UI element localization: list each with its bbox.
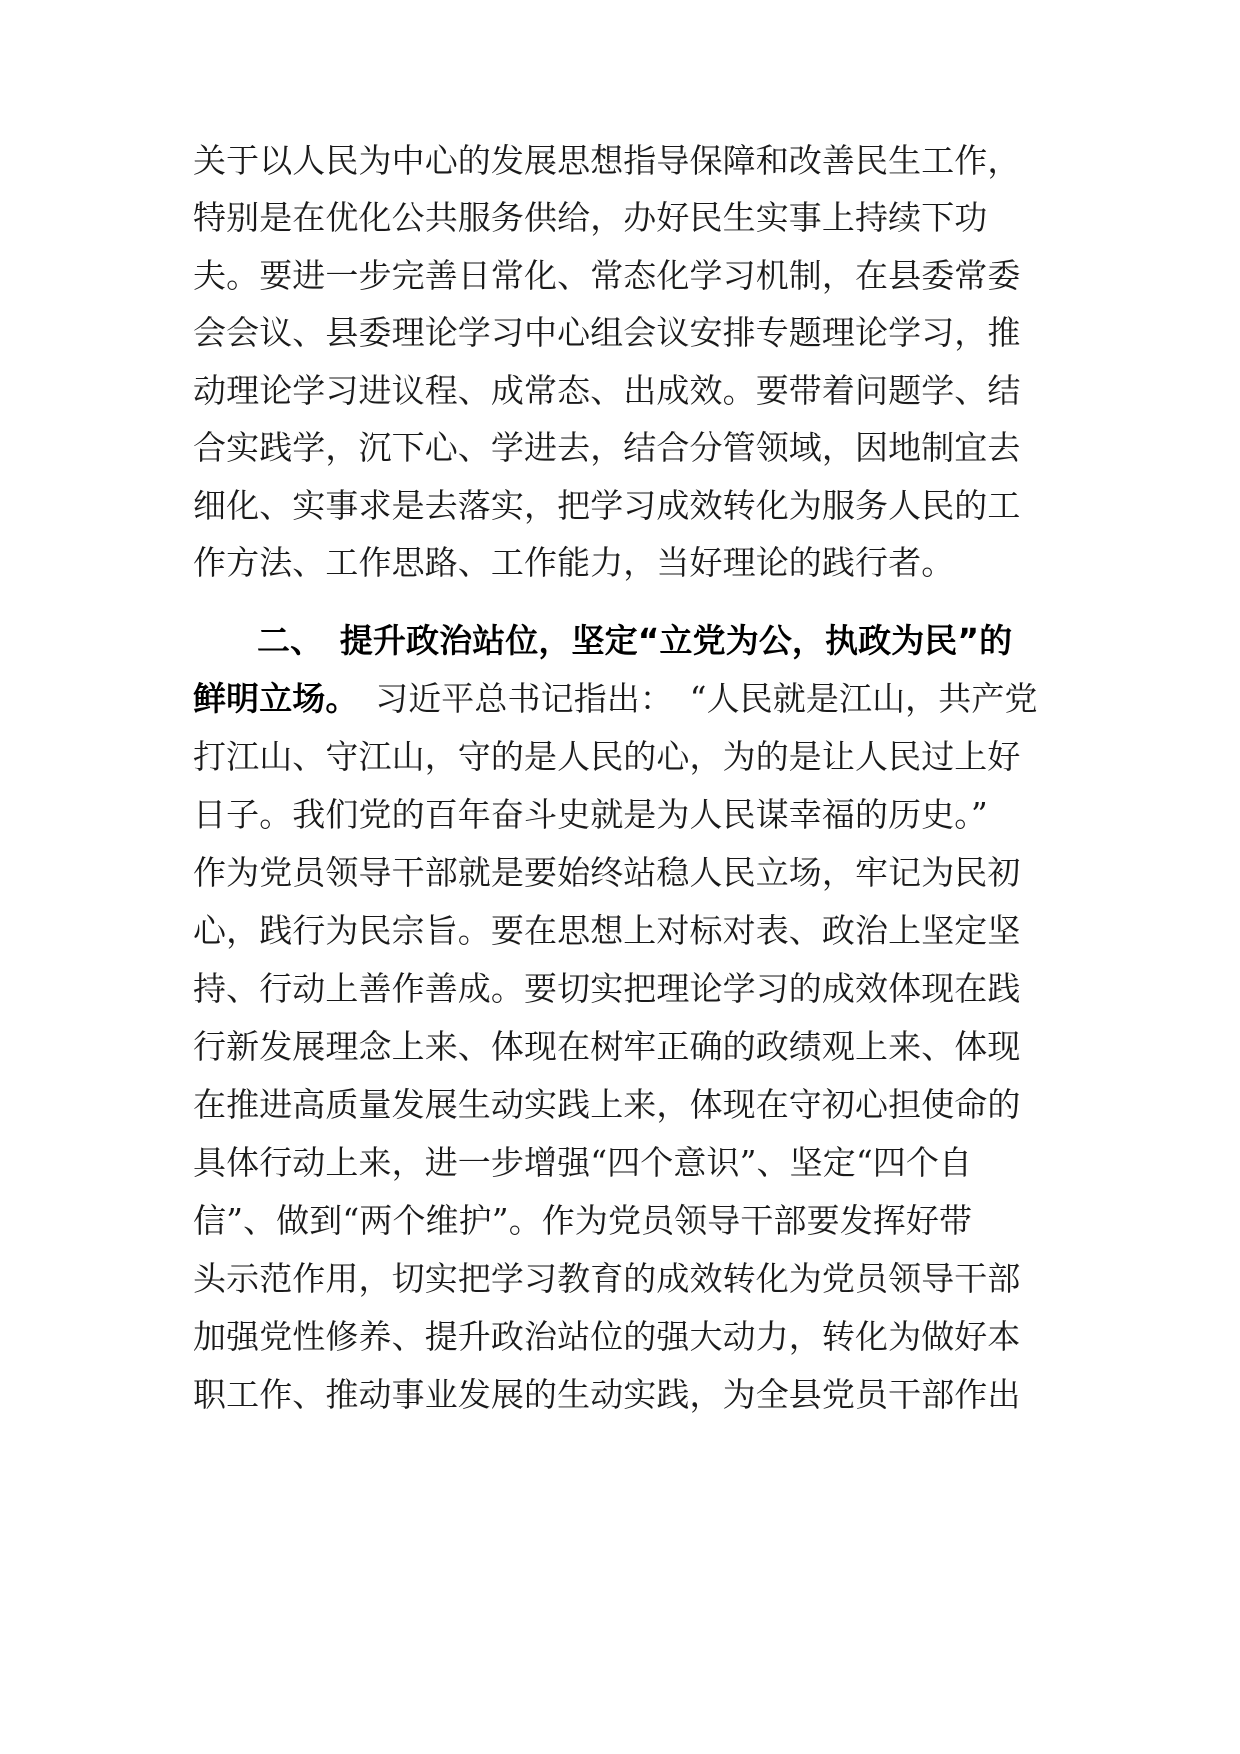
- paragraph-line: 信”、做到“两个维护”。作为党员领导干部要发挥好带: [193, 1201, 973, 1240]
- paragraph-line: 动理论学习进议程、成常态、出成效。要带着问题学、结: [193, 371, 1021, 410]
- section-heading-end: 鲜明立场。: [193, 679, 342, 718]
- paragraph-line: 日子。我们党的百年奋斗史就是为人民谋幸福的历史。”: [193, 795, 988, 834]
- paragraph-line: 在推进高质量发展生动实践上来，体现在守初心担使命的: [193, 1085, 1021, 1124]
- quote-intro: 习近平总书记指出： “人民就是江山，共产党: [342, 679, 1038, 718]
- paragraph-line: 打江山、守江山，守的是人民的心，为的是让人民过上好: [193, 737, 1021, 776]
- paragraph-line: 加强党性修养、提升政治站位的强大动力，转化为做好本: [193, 1317, 1021, 1356]
- paragraph-line: 关于以人民为中心的发展思想指导保障和改善民生工作，: [193, 141, 1021, 180]
- heading-continuation-line: [193, 679, 1038, 719]
- paragraph-line: 行新发展理念上来、体现在树牢正确的政绩观上来、体现: [193, 1027, 1021, 1066]
- paragraph-line: 持、行动上善作善成。要切实把理论学习的成效体现在践: [193, 969, 1021, 1008]
- paragraph-line: 会会议、县委理论学习中心组会议安排专题理论学习，推: [193, 313, 1021, 352]
- paragraph-line: 细化、实事求是去落实，把学习成效转化为服务人民的工: [193, 486, 1021, 525]
- paragraph-line: 作为党员领导干部就是要始终站稳人民立场，牢记为民初: [193, 853, 1021, 892]
- section-heading: 二、 提升政治站位，坚定“立党为公，执政为民”的: [257, 621, 1013, 660]
- paragraph-line: 具体行动上来，进一步增强“四个意识”、坚定“四个自: [193, 1143, 973, 1182]
- paragraph-line: 夫。要进一步完善日常化、常态化学习机制，在县委常委: [193, 256, 1021, 295]
- paragraph-line: 头示范作用，切实把学习教育的成效转化为党员领导干部: [193, 1259, 1021, 1298]
- paragraph-line: 心，践行为民宗旨。要在思想上对标对表、政治上坚定坚: [193, 911, 1021, 950]
- paragraph-line: 作方法、工作思路、工作能力，当好理论的践行者。: [193, 543, 955, 582]
- paragraph-line: 特别是在优化公共服务供给，办好民生实事上持续下功: [193, 198, 988, 237]
- paragraph-line: 合实践学，沉下心、学进去，结合分管领域，因地制宜去: [193, 428, 1021, 467]
- paragraph-line: 职工作、推动事业发展的生动实践，为全县党员干部作出: [193, 1375, 1021, 1414]
